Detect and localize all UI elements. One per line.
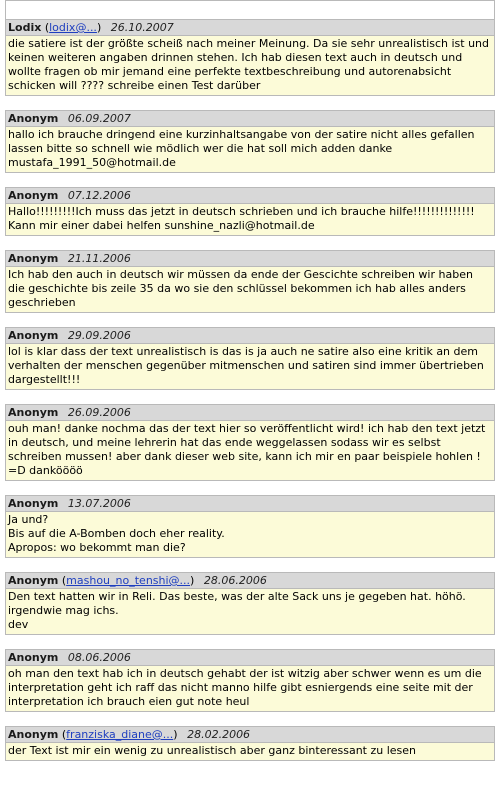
guestbook-entry bbox=[5, 404, 495, 481]
entry-author: Anonym bbox=[8, 252, 59, 265]
entry-author: Lodix bbox=[8, 21, 42, 34]
entry-author: Anonym bbox=[8, 574, 59, 587]
guestbook-entry bbox=[5, 250, 495, 313]
entry-author: Anonym bbox=[8, 728, 59, 741]
entry-author: Anonym bbox=[8, 329, 59, 342]
entry-separator bbox=[5, 236, 495, 250]
entry-header bbox=[6, 250, 494, 267]
entry-date: 28.06.2006 bbox=[203, 574, 267, 587]
guestbook-entry bbox=[5, 19, 495, 96]
guestbook-entry bbox=[5, 495, 495, 558]
entry-author: Anonym bbox=[8, 406, 59, 419]
entry-header bbox=[6, 19, 494, 36]
entry-author: Anonym bbox=[8, 189, 59, 202]
email-wrapper: (franziska_diane@...) bbox=[61, 728, 178, 741]
author-email-link[interactable]: mashou_no_tenshi@... bbox=[66, 574, 191, 587]
entry-text: hallo ich brauche dringend eine kurzinhaltsangabe von der satire nicht alles gefallen lassen bitte so schnell wie mödlich wer die hat soll mich adden danke mustafa_1991_50@hotmail.de bbox=[6, 127, 494, 173]
entry-header bbox=[6, 572, 494, 589]
entry-separator bbox=[5, 712, 495, 726]
guestbook-list bbox=[5, 0, 495, 761]
entry-author: Anonym bbox=[8, 112, 59, 125]
entry-header bbox=[6, 649, 494, 666]
entry-text: oh man den text hab ich in deutsch gehabt der ist witzig aber schwer wenn es um die interpretation geht ich raff das nicht manno hilfe gibt esniergends eine seite mit der interpretation ich brauch eien gut note heul bbox=[6, 666, 494, 712]
entry-author: Anonym bbox=[8, 651, 59, 664]
email-wrapper: (lodix@...) bbox=[44, 21, 102, 34]
entry-header bbox=[6, 327, 494, 344]
entry-header bbox=[6, 404, 494, 421]
entry-date: 29.09.2006 bbox=[67, 329, 131, 342]
guestbook-entry bbox=[5, 187, 495, 236]
entry-date: 13.07.2006 bbox=[67, 497, 131, 510]
author-email-link[interactable]: lodix@... bbox=[49, 21, 97, 34]
entry-separator bbox=[5, 390, 495, 404]
guestbook-entry bbox=[5, 649, 495, 712]
entry-date: 26.10.2007 bbox=[110, 21, 174, 34]
entry-separator bbox=[5, 635, 495, 649]
entry-header bbox=[6, 495, 494, 512]
entry-header bbox=[6, 110, 494, 127]
guestbook-entry bbox=[5, 327, 495, 390]
entry-date: 06.09.2007 bbox=[67, 112, 131, 125]
guestbook-entry bbox=[5, 572, 495, 635]
entry-separator bbox=[5, 481, 495, 495]
entry-text: die satiere ist der größte scheiß nach meiner Meinung. Da sie sehr unrealistisch ist und keinen weiteren angaben drinnen stehen. Ich hab diesen text auch in deutsch und wollte fragen ob mir jemand eine perfekte textbeschreibung und autorenabsicht schicken will ???? schreibe einen Test darüber bbox=[6, 36, 494, 96]
guestbook-entry bbox=[5, 726, 495, 761]
entry-text: der Text ist mir ein wenig zu unrealistisch aber ganz binteressant zu lesen bbox=[6, 743, 494, 761]
entry-header bbox=[6, 726, 494, 743]
entry-separator bbox=[5, 96, 495, 110]
guestbook-entry bbox=[5, 110, 495, 173]
entry-text: Hallo!!!!!!!!!Ich muss das jetzt in deutsch schrieben und ich brauche hilfe!!!!!!!!!!!!!! Kann mir einer dabei helfen sunshine_nazli@hotmail.de bbox=[6, 204, 494, 236]
entry-date: 28.02.2006 bbox=[187, 728, 251, 741]
entry-date: 26.09.2006 bbox=[67, 406, 131, 419]
entry-date: 21.11.2006 bbox=[67, 252, 131, 265]
entry-text: lol is klar dass der text unrealistisch is das is ja auch ne satire also eine kritik an dem verhalten der menschen gegenüber mitmenschen und satiren sind immer übertrieben dargestellt!!! bbox=[6, 344, 494, 390]
entry-text: Ja und? Bis auf die A-Bomben doch eher reality. Apropos: wo bekommt man die? bbox=[6, 512, 494, 558]
entry-header bbox=[6, 187, 494, 204]
entry-separator bbox=[5, 313, 495, 327]
entry-separator bbox=[5, 558, 495, 572]
list-top-spacer bbox=[5, 0, 495, 19]
entry-text: Den text hatten wir in Reli. Das beste, was der alte Sack uns je gegeben hat. höhö. irgendwie mag ichs. dev bbox=[6, 589, 494, 635]
entry-text: ouh man! danke nochma das der text hier so veröffentlicht wird! ich hab den text jetzt in deutsch, und meine lehrerin hat das ende weggelassen sodass wir es selbst schreiben mussen! aber dank dieser web site, kann ich mir en paar beispiele hohlen ! =D danköööö bbox=[6, 421, 494, 481]
entry-text: Ich hab den auch in deutsch wir müssen da ende der Gescichte schreiben wir haben die geschichte bis zeile 35 da wo sie den schlüssel bekommen ich hab alles anders geschrieben bbox=[6, 267, 494, 313]
email-wrapper: (mashou_no_tenshi@...) bbox=[61, 574, 195, 587]
entry-date: 07.12.2006 bbox=[67, 189, 131, 202]
entry-date: 08.06.2006 bbox=[67, 651, 131, 664]
entry-author: Anonym bbox=[8, 497, 59, 510]
author-email-link[interactable]: franziska_diane@... bbox=[66, 728, 174, 741]
entry-separator bbox=[5, 173, 495, 187]
